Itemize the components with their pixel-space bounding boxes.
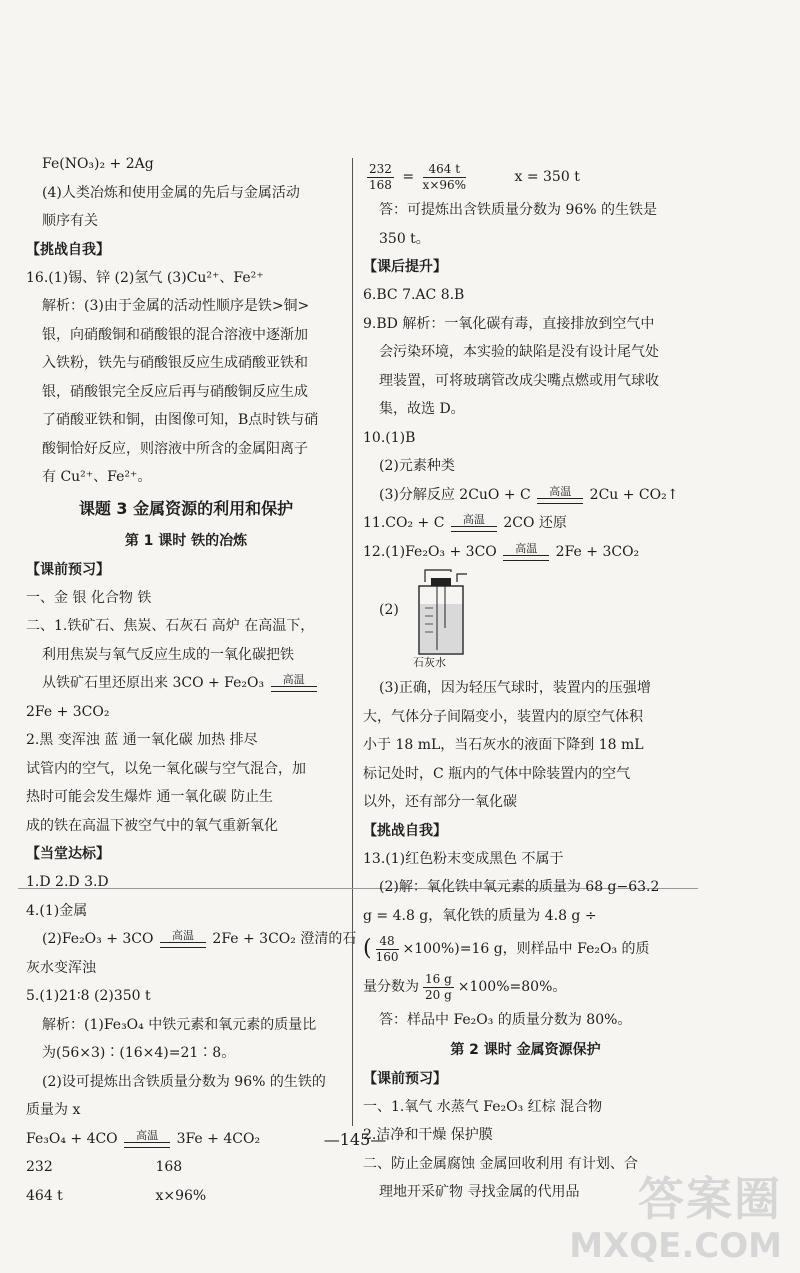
reaction-arrow	[537, 486, 583, 504]
reaction-condition: 高温	[282, 673, 305, 686]
reaction-arrow	[271, 674, 317, 692]
watermark-line: MXQE.COM	[569, 1226, 782, 1266]
fraction: $\frac{464 t}{x\times 96\%}$	[422, 161, 467, 192]
fraction-line: 量分数为 $\frac{16 g}{20 g}$ ×100%=80%。	[363, 971, 567, 1002]
fraction-line: ( $\frac{48}{160}$ ×100%)=16 g，则样品中 Fe₂O₃ 的质	[363, 933, 650, 964]
column-divider	[352, 158, 353, 1126]
reaction-arrow	[451, 514, 497, 532]
text-line: (3)正确，因为轻压气球时，装置内的压强增	[379, 680, 651, 696]
section-heading-class: 【当堂达标】	[26, 846, 110, 862]
text-line: 二、1.铁矿石、焦炭、石灰石 高炉 在高温下，	[26, 618, 315, 634]
equation-line	[363, 538, 688, 567]
section-heading-challenge: 【挑战自我】	[26, 241, 110, 258]
mass-value: 464 t	[26, 1187, 63, 1204]
equation-right: 2Cu + CO₂↑	[589, 486, 679, 503]
text-line: 答：样品中 Fe₂O₃ 的质量分数为 80%。	[379, 1012, 632, 1028]
reaction-arrow	[503, 543, 549, 561]
analysis-line: 了硝酸亚铁和铜，由图像可知，B点时铁与硝	[42, 412, 319, 428]
text-line: 理地开采矿物 寻找金属的代用品	[379, 1184, 580, 1200]
mass-value: 232	[26, 1159, 53, 1175]
text-line: (2)设可提炼出含铁质量分数为 96% 的生铁的	[42, 1073, 326, 1090]
reaction-condition: 高温	[136, 1128, 159, 1142]
text-line: 以外，还有部分一氧化碳	[363, 794, 517, 810]
section-heading-preview: 【课前预习】	[363, 1070, 447, 1087]
text-line: Fe(NO₃)₂ + 2Ag	[42, 156, 154, 172]
text-line: 成的铁在高温下被空气中的氧气重新氧化	[26, 817, 278, 834]
text-line: (2)元素种类	[379, 458, 455, 474]
text-line: 1.D 2.D 3.D	[26, 874, 109, 890]
equation-right: 2CO 还原	[503, 515, 567, 531]
fraction: $\frac{48}{160}$	[375, 933, 399, 964]
text-line: 350 t。	[379, 230, 430, 247]
watermark-line: 答案圈	[638, 1172, 782, 1226]
result: x = 350 t	[514, 169, 580, 185]
equation-left: (2)Fe₂O₃ + 3CO	[42, 931, 154, 947]
page-number: —145—	[323, 1130, 387, 1149]
answer-16: 16.(1)锡、锌 (2)氢气 (3)Cu²⁺、Fe²⁺	[26, 269, 264, 286]
text-line: 理装置，可将玻璃管改成尖嘴点燃或用气球收	[379, 372, 659, 389]
equation-line	[26, 925, 357, 954]
text-line: 二、防止金属腐蚀 金属回收利用 有计划、合	[363, 1155, 638, 1172]
lesson-title: 第 1 课时 铁的冶炼	[124, 532, 248, 549]
text-line: 2Fe + 3CO₂	[26, 703, 110, 720]
text-line: 答：可提炼出含铁质量分数为 96% 的生铁是	[379, 202, 658, 218]
text-line: 13.(1)红色粉末变成黑色 不属于	[363, 850, 564, 867]
mass-value: x×96%	[155, 1187, 207, 1204]
equation-left: (3)分解反应 2CuO + C	[379, 486, 531, 503]
lesson-title: 第 2 课时 金属资源保护	[450, 1041, 601, 1058]
text-line: 一、金 银 化合物 铁	[26, 589, 152, 606]
text-line: 利用焦炭与氧气反应生成的一氧化碳把铁	[42, 646, 294, 663]
text-line: 5.(1)21∶8 (2)350 t	[26, 988, 151, 1004]
text-line: 质量为 x	[26, 1102, 81, 1118]
text-line: 顺序有关	[42, 213, 98, 229]
part-label: (2)	[379, 602, 399, 618]
topic-title: 课题 3 金属资源的利用和保护	[78, 498, 294, 518]
text-line: 灰水变浑浊	[26, 959, 96, 976]
bottle-label: 石灰水	[413, 656, 446, 669]
equation-line	[363, 509, 688, 538]
analysis-line: 银，向硝酸铜和硝酸银的混合溶液中逐渐加	[42, 326, 308, 343]
text-line: 为(56×3)∶(16×4)=21∶8。	[42, 1045, 236, 1061]
text-line: 10.(1)B	[363, 429, 416, 446]
equation-left: 12.(1)Fe₂O₃ + 3CO	[363, 543, 497, 560]
text-line: 小于 18 mL，当石灰水的液面下降到 18 mL	[363, 737, 644, 753]
text-line: 6.BC 7.AC 8.B	[363, 287, 465, 303]
text-line: 2.黑 变浑浊 蓝 通一氧化碳 加热 排尽	[26, 732, 258, 748]
analysis-line: 解析：(3)由于金属的活动性顺序是铁>铜>	[42, 298, 310, 314]
equation-line	[26, 669, 346, 698]
text-line: 2.洁净和干燥 保护膜	[363, 1127, 493, 1143]
text-line: 一、1.氧气 水蒸气 Fe₂O₃ 红棕 混合物	[363, 1098, 603, 1115]
proportion-line: $\frac{232}{168}$ = $\frac{464 t}{x\times 96\%}$ x = 350 t	[369, 161, 580, 192]
analysis-line: 银，硝酸银完全反应后再与硝酸铜反应生成	[42, 383, 308, 400]
reaction-condition: 高温	[462, 513, 485, 526]
equation-left: 11.CO₂ + C	[363, 515, 445, 531]
text-line: 会污染环境，本实验的缺陷是没有设计尾气处	[379, 344, 659, 360]
text-line: (4)人类冶炼和使用金属的先后与金属活动	[42, 184, 300, 201]
mass-row	[26, 1153, 346, 1182]
fraction: $\frac{16 g}{20 g}$	[425, 971, 452, 1002]
text-line: 9.BD 解析：一氧化碳有毒，直接排放到空气中	[363, 315, 655, 332]
text-line: 4.(1)金属	[26, 902, 88, 919]
text-line: 集，故选 D。	[379, 401, 465, 417]
analysis-line: 有 Cu²⁺、Fe²⁺。	[42, 469, 152, 485]
equation-left: Fe₃O₄ + 4CO	[26, 1130, 118, 1147]
equation-right: 2Fe + 3CO₂	[555, 543, 640, 560]
equation-right: 2Fe + 3CO₂ 澄清的石	[212, 931, 357, 947]
equation-line	[363, 481, 688, 510]
text-line: (2)解：氧化铁中氧元素的质量为 68 g−63.2	[379, 879, 660, 895]
analysis-line: 入铁粉，铁先与硝酸银反应生成硝酸亚铁和	[42, 355, 308, 371]
text-line: 试管内的空气，以免一氧化碳与空气混合，加	[26, 760, 306, 777]
equation-right: 3Fe + 4CO₂	[176, 1130, 261, 1147]
reaction-arrow	[160, 930, 206, 948]
text-line: g = 4.8 g，氧化铁的质量为 4.8 g ÷	[363, 907, 597, 924]
analysis-line: 解析：(1)Fe₃O₄ 中铁元素和氧元素的质量比	[42, 1016, 317, 1033]
mass-value: 168	[155, 1159, 183, 1175]
section-heading-after: 【课后提升】	[363, 259, 447, 275]
equation-left: 从铁矿石里还原出来 3CO + Fe₂O₃	[42, 675, 265, 691]
section-heading-challenge: 【挑战自我】	[363, 822, 447, 839]
reaction-condition: 高温	[515, 541, 538, 555]
text-line: 大，气体分子间隔变小，装置内的原空气体积	[363, 708, 643, 725]
section-heading-preview: 【课前预习】	[26, 561, 110, 578]
right-column	[363, 158, 688, 1207]
fraction: $\frac{232}{168}$	[369, 161, 392, 192]
mass-row	[26, 1182, 346, 1211]
text-line: 热时可能会发生爆炸 通一氧化碳 防止生	[26, 789, 273, 805]
reaction-condition: 高温	[171, 929, 194, 942]
reaction-condition: 高温	[549, 484, 572, 498]
apparatus-row	[363, 566, 688, 674]
analysis-line: 酸铜恰好反应，则溶液中所含的金属阳离子	[42, 440, 308, 457]
text-line: 标记处时，C 瓶内的气体中除装置内的空气	[363, 765, 631, 782]
watermark	[569, 1171, 782, 1265]
